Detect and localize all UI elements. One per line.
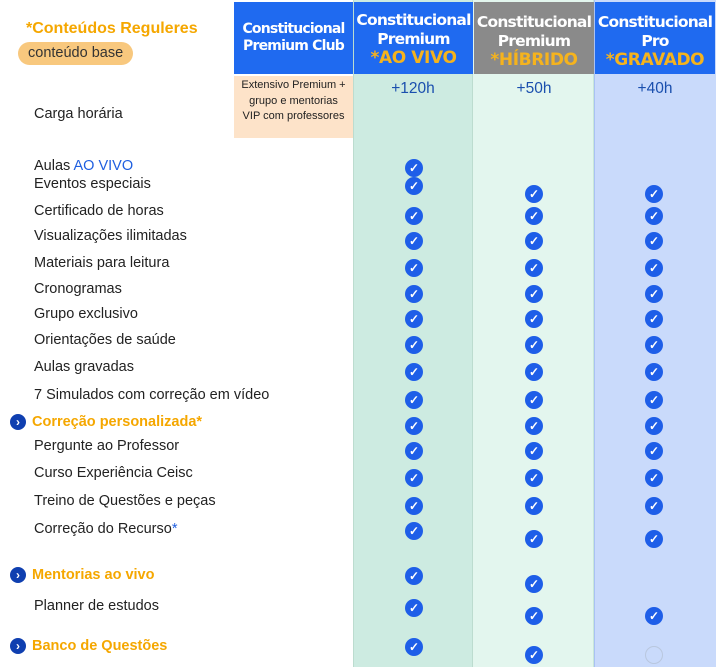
check-circle-icon: ✓ — [525, 363, 543, 381]
plan-mode: *GRAVADO — [605, 50, 705, 70]
check-circle-icon: ✓ — [525, 259, 543, 277]
plan-title-line1: Constitucional — [476, 13, 592, 31]
check-circle-icon: ✓ — [525, 417, 543, 435]
section-header[interactable] — [10, 567, 154, 583]
plan-header-ao-vivo[interactable] — [354, 2, 473, 74]
check-circle-icon: ✓ — [645, 259, 663, 277]
feature-label — [34, 438, 179, 454]
feature-label-text: Planner de estudos — [34, 598, 159, 614]
check-circle-icon: ✓ — [645, 417, 663, 435]
feature-label-text: Treino de Questões e peças — [34, 493, 216, 509]
brand-subtitle-pill: conteúdo base — [18, 42, 133, 65]
feature-label — [34, 158, 133, 174]
check-circle-icon: ✓ — [405, 391, 423, 409]
check-circle-icon: ✓ — [405, 310, 423, 328]
feature-label-text: Aulas — [34, 158, 74, 174]
check-circle-icon: ✓ — [525, 530, 543, 548]
feature-label — [34, 306, 138, 322]
check-circle-icon: ✓ — [405, 159, 423, 177]
plan-title: Constitucional Premium Club — [242, 21, 345, 54]
column-hibrido-background — [473, 0, 594, 667]
check-circle-icon: ✓ — [525, 442, 543, 460]
check-circle-icon: ✓ — [525, 391, 543, 409]
check-circle-icon: ✓ — [645, 285, 663, 303]
feature-label — [34, 255, 169, 271]
plan-header-gravado[interactable] — [595, 2, 715, 74]
section-label: Mentorias ao vivo — [32, 567, 155, 583]
plan-title-line2: Premium — [377, 30, 450, 48]
feature-label-text: Curso Experiência Ceisc — [34, 465, 193, 481]
check-circle-icon: ✓ — [525, 469, 543, 487]
check-circle-icon: ✓ — [405, 207, 423, 225]
check-circle-icon: ✓ — [645, 497, 663, 515]
note-line: grupo e mentorias — [249, 94, 338, 107]
feature-label-text: Orientações de saúde — [34, 332, 176, 348]
check-circle-icon: ✓ — [645, 207, 663, 225]
check-circle-icon: ✓ — [525, 575, 543, 593]
feature-label — [34, 359, 134, 375]
check-circle-icon: ✓ — [645, 607, 663, 625]
feature-label — [34, 281, 122, 297]
feature-label-text: Certificado de horas — [34, 203, 164, 219]
hours-row-label: Carga horária — [34, 106, 123, 122]
brand-title: *Conteúdos Reguleres — [26, 20, 198, 37]
check-circle-icon: ✓ — [405, 177, 423, 195]
check-circle-icon: ✓ — [645, 336, 663, 354]
feature-label-text: Aulas gravadas — [34, 359, 134, 375]
section-label: Banco de Questões — [32, 638, 168, 654]
feature-label — [34, 493, 216, 509]
feature-label-text: 7 Simulados com correção em vídeo — [34, 387, 270, 403]
check-circle-icon: ✓ — [645, 469, 663, 487]
check-circle-icon: ✓ — [645, 185, 663, 203]
note-line: VIP com professores — [242, 110, 345, 122]
check-circle-icon: ✓ — [405, 567, 423, 585]
check-circle-icon: ✓ — [645, 310, 663, 328]
chevron-right-circle-icon: › — [10, 567, 26, 583]
check-circle-icon: ✓ — [645, 442, 663, 460]
section-header[interactable] — [10, 638, 167, 654]
feature-label-text: Pergunte ao Professor — [34, 438, 180, 454]
feature-label-star: * — [171, 521, 178, 537]
check-circle-icon: ✓ — [645, 530, 663, 548]
check-circle-icon: ✓ — [645, 363, 663, 381]
check-circle-icon: ✓ — [525, 310, 543, 328]
check-circle-icon: ✓ — [525, 497, 543, 515]
check-circle-icon: ✓ — [525, 336, 543, 354]
plan-mode: *AO VIVO — [370, 48, 457, 68]
plan-title-line1: Constitucional — [356, 11, 471, 29]
feature-label-text: Grupo exclusivo — [34, 306, 138, 322]
feature-label — [34, 465, 193, 481]
feature-label-text: Materiais para leitura — [34, 255, 170, 271]
plan-club-note — [234, 76, 353, 138]
hours-hibrido: +50h — [516, 80, 552, 97]
feature-label — [34, 332, 176, 348]
check-circle-icon: ✓ — [405, 232, 423, 250]
feature-label — [34, 203, 164, 219]
column-gravado-background — [594, 0, 716, 667]
check-circle-icon: ✓ — [405, 638, 423, 656]
plan-header-hibrido[interactable] — [474, 2, 594, 74]
plan-header-club[interactable] — [234, 2, 353, 74]
hours-gravado: +40h — [637, 80, 673, 97]
hours-ao-vivo: +120h — [391, 80, 435, 97]
check-circle-icon: ✓ — [525, 285, 543, 303]
check-circle-icon: ✓ — [405, 469, 423, 487]
check-circle-icon: ✓ — [525, 207, 543, 225]
check-circle-icon: ✓ — [405, 417, 423, 435]
feature-label — [34, 387, 269, 403]
check-circle-icon: ✓ — [405, 259, 423, 277]
feature-label — [34, 521, 177, 537]
check-circle-icon: ✓ — [405, 442, 423, 460]
feature-label — [34, 598, 159, 614]
check-circle-icon: ✓ — [405, 522, 423, 540]
check-circle-icon: ✓ — [645, 232, 663, 250]
check-circle-icon: ✓ — [405, 285, 423, 303]
check-circle-icon: ✓ — [525, 607, 543, 625]
chevron-right-circle-icon: › — [10, 414, 26, 430]
section-label: Correção personalizada* — [32, 414, 203, 430]
plan-title-line2: Premium — [497, 32, 571, 50]
check-circle-icon: ✓ — [405, 336, 423, 354]
section-header[interactable] — [10, 414, 202, 430]
feature-label-text: Eventos especiais — [34, 176, 151, 192]
note-line: Extensivo Premium + — [241, 79, 346, 91]
feature-label — [34, 228, 187, 244]
check-circle-icon: ✓ — [525, 646, 543, 664]
check-circle-icon: ✓ — [405, 363, 423, 381]
feature-label-text: Visualizações ilimitadas — [34, 228, 187, 244]
plan-mode: *HÍBRIDO — [490, 50, 578, 70]
feature-label — [34, 176, 151, 192]
feature-label-text: Correção do Recurso — [34, 521, 172, 537]
chevron-right-circle-icon: › — [10, 638, 26, 654]
plan-title-line1: Constitucional — [597, 13, 713, 31]
plan-title-line2: Pro — [641, 32, 669, 50]
check-circle-icon: ✓ — [525, 232, 543, 250]
check-circle-icon: ✓ — [525, 185, 543, 203]
check-circle-icon: ✓ — [645, 391, 663, 409]
check-circle-icon: ✓ — [405, 599, 423, 617]
empty-circle-icon — [645, 646, 663, 664]
feature-label-text: Cronogramas — [34, 281, 122, 297]
check-circle-icon: ✓ — [405, 497, 423, 515]
feature-label-highlight: AO VIVO — [73, 158, 134, 174]
